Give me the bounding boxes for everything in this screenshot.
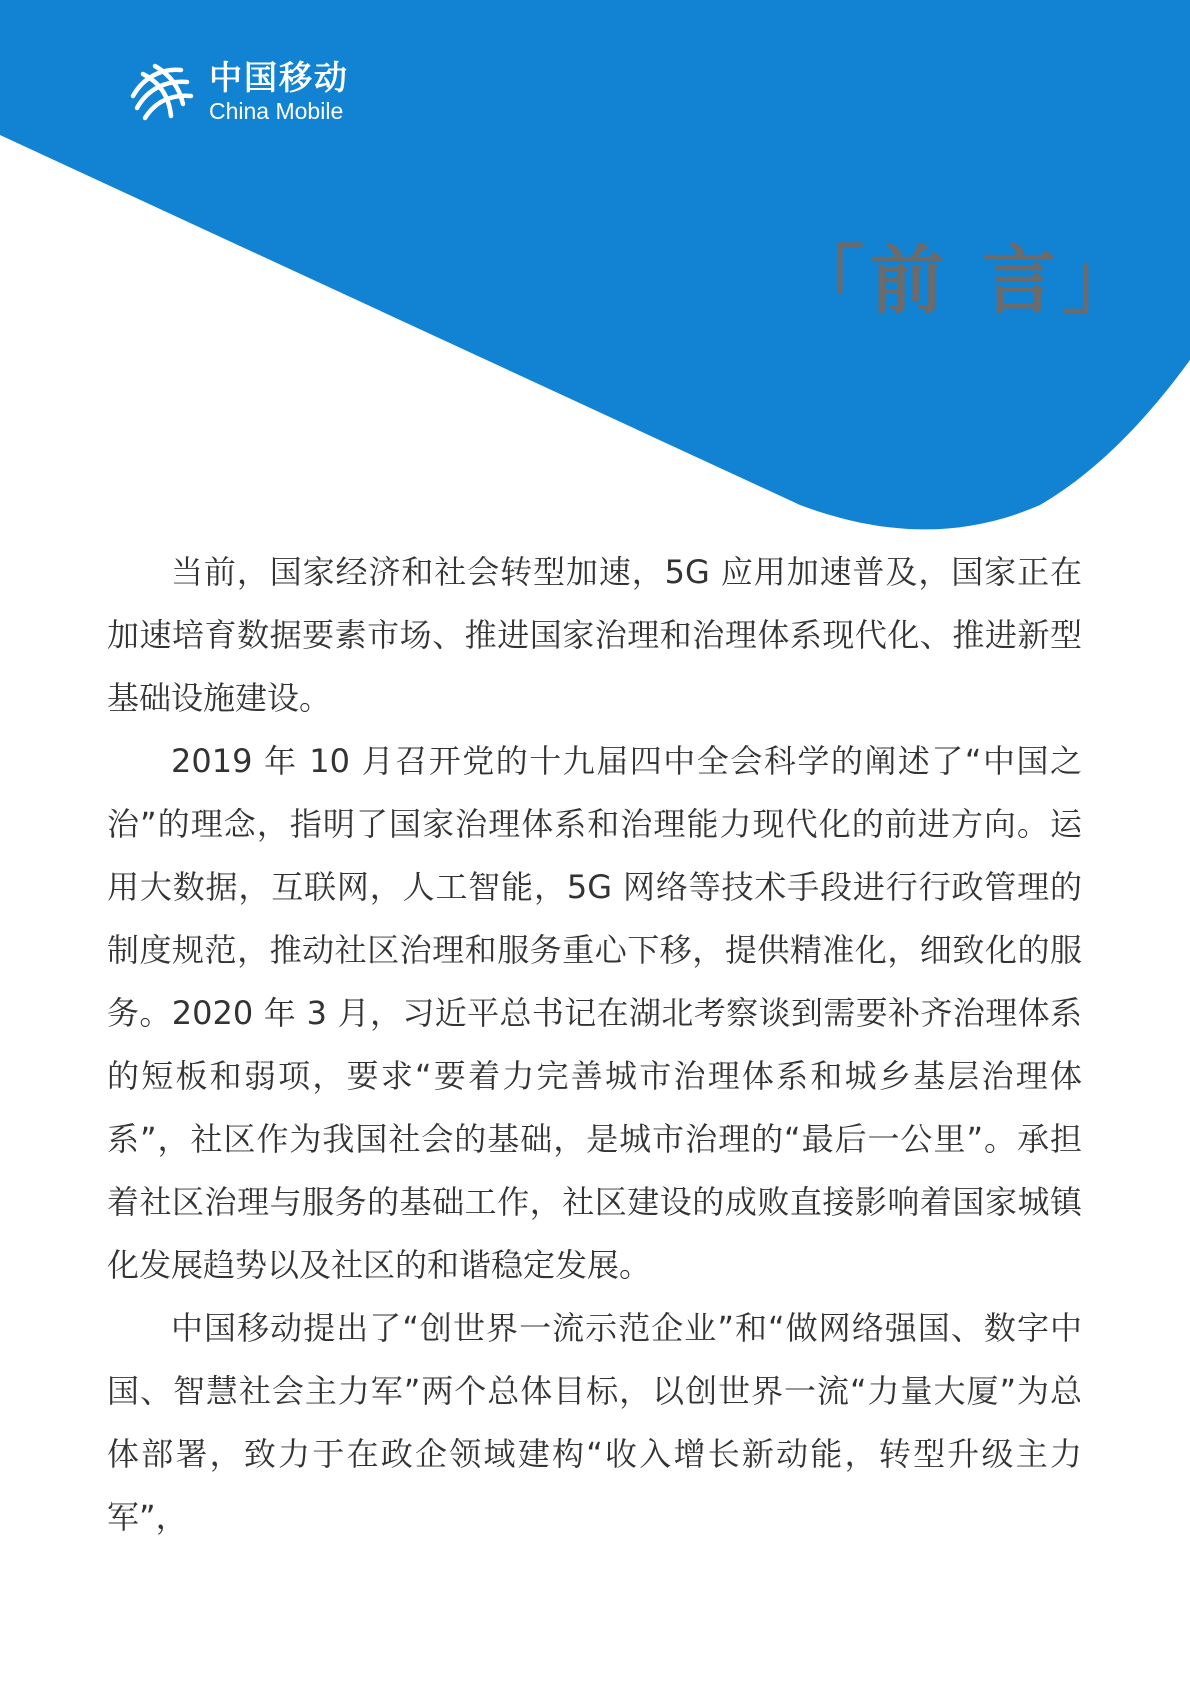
brand-logo [125,56,349,128]
paragraph: 当前，国家经济和社会转型加速，5G 应用加速普及，国家正在加速培育数据要素市场、推进国家治理和治理体系现代化、推进新型基础设施建设。 [107,553,1082,717]
china-mobile-logo-icon [125,56,199,128]
logo-english-name: China Mobile [209,98,344,124]
logo-chinese-name: 中国移动 [209,58,349,97]
section-title: 「前 言」 [790,238,1142,324]
paragraph: 中国移动提出了“创世界一流示范企业”和“做网络强国、数字中国、智慧社会主力军”两个总体目标，以创世界一流“力量大厦”为总体部署，致力于在政企领域建构“收入增长新动能，转型升级主力军”， [107,1309,1082,1536]
body-text [107,541,1082,1549]
paragraph: 2019 年 10 月召开党的十九届四中全会科学的阐述了“中国之治”的理念，指明了国家治理体系和治理能力现代化的前进方向。运用大数据，互联网，人工智能，5G 网络等技术手段进行行政管理的制度规范，推动社区治理和服务重心下移，提供精准化，细致化的服务。2020 年 3 月，习近平总书记在湖北考察谈到需要补齐治理体系的短板和弱项，要求“要着力完善城市治理体系和城乡基层治理体系”，社区作为我国社会的基础，是城市治理的“最后一公里”。承担着社区治理与服务的基础工作，社区建设的成败直接影响着国家城镇化发展趋势以及社区的和谐稳定发展。 [107,742,1082,1284]
